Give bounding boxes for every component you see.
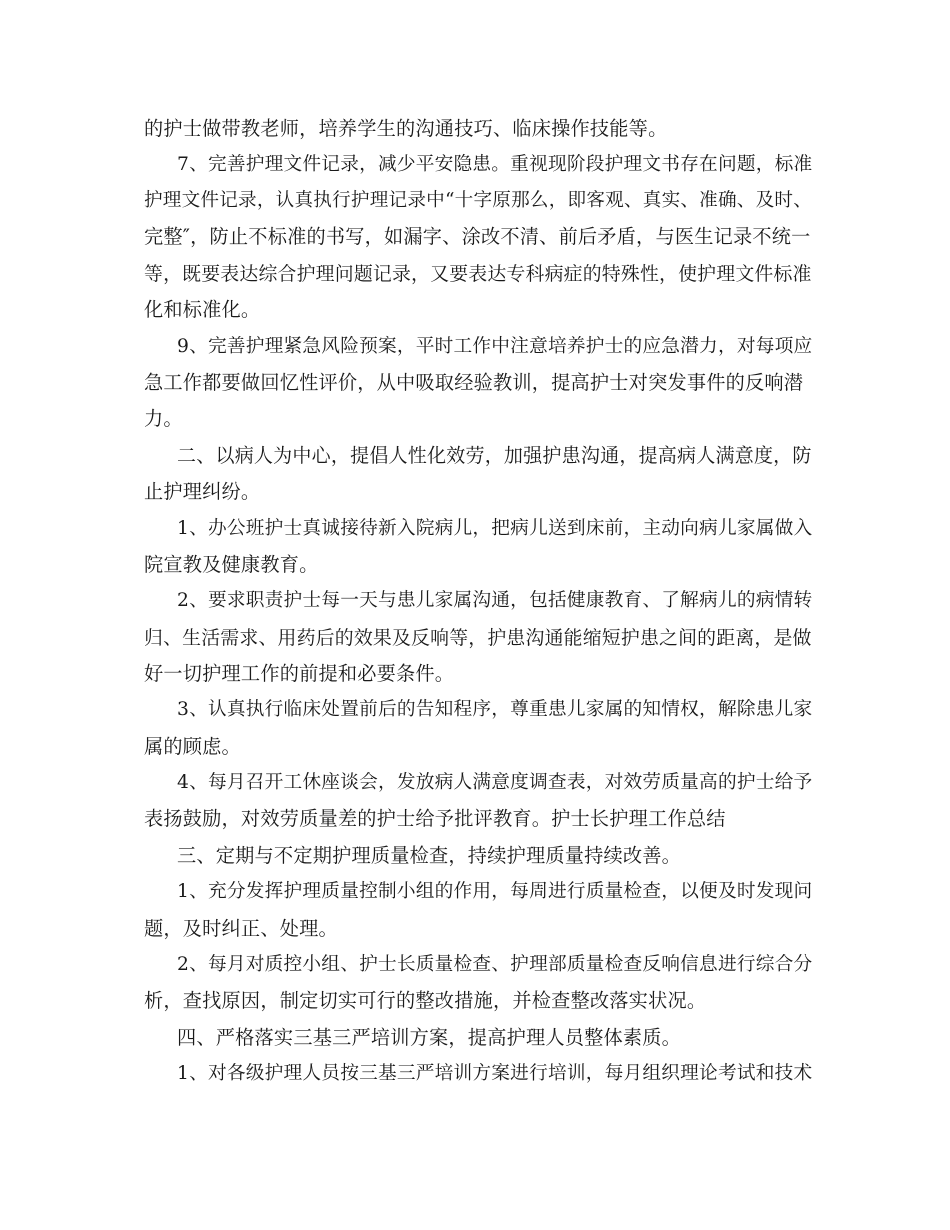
text-line: 1、对各级护理人员按三基三严培训方案进行培训，每月组织理论考试和技术 (177, 1063, 813, 1084)
text-line: 力。 (144, 407, 183, 430)
text-line: 3、认真执行临床处置前后的告知程序，尊重患儿家属的知情权，解除患儿家 (177, 699, 813, 720)
text-line: 急工作都要做回忆性评价，从中吸取经验教训，提高护士对突发事件的反响潜 (144, 371, 804, 394)
text-line: 1、充分发挥护理质量控制小组的作用，每周进行质量检查，以便及时发现问 (177, 881, 813, 902)
text-line: 好一切护理工作的前提和必要条件。 (144, 662, 455, 685)
text-line: 止护理纠纷。 (144, 480, 261, 503)
text-line: 属的顾虑。 (144, 735, 241, 758)
text-line: 护理文件记录，认真执行护理记录中“十字原那么，即客观、真实、准确、及时、 (144, 190, 813, 211)
text-line: 4、每月召开工休座谈会，发放病人满意度调查表，对效劳质量高的护士给予 (177, 772, 813, 793)
text-line: 等，既要表达综合护理问题记录，又要表达专科病症的特殊性，使护理文件标准 (144, 263, 812, 285)
text-line: 四、严格落实三基三严培训方案，提高护理人员整体素质。 (177, 1026, 682, 1049)
text-line: 化和标准化。 (144, 298, 261, 321)
text-line: 题，及时纠正、处理。 (144, 917, 338, 940)
text-line: 的护士做带教老师，培养学生的沟通技巧、临床操作技能等。 (144, 117, 668, 140)
text-line: 析，查找原因，制定切实可行的整改措施，并检查整改落实状况。 (144, 989, 707, 1012)
text-line: 三、定期与不定期护理质量检查，持续护理质量持续改善。 (177, 844, 682, 867)
text-line: 归、生活需求、用药后的效果及反响等，护患沟通能缩短护患之间的距离，是做 (144, 627, 812, 649)
text-line: 2、要求职责护士每一天与患儿家属沟通，包括健康教育、了解病儿的病情转 (177, 590, 813, 611)
text-line: 二、以病人为中心，提倡人性化效劳，加强护患沟通，提高病人满意度，防 (177, 445, 812, 467)
text-line: 2、每月对质控小组、护士长质量检查、护理部质量检查反响信息进行综合分 (177, 954, 813, 975)
text-line: 表扬鼓励，对效劳质量差的护士给予批评教育。护士长护理工作总结 (144, 807, 726, 830)
text-line: 7、完善护理文件记录，减少平安隐患。重视现阶段护理文书存在问题，标准 (177, 154, 813, 175)
text-line: 1、办公班护士真诚接待新入院病儿，把病儿送到床前，主动向病儿家属做入 (177, 518, 813, 539)
text-line: 院宣教及健康教育。 (144, 553, 319, 576)
text-line: 完整″，防止不标准的书写，如漏字、涂改不清、前后矛盾，与医生记录不统一 (144, 225, 811, 248)
text-line: 9、完善护理紧急风险预案，平时工作中注意培养护士的应急潜力，对每项应 (177, 336, 813, 357)
